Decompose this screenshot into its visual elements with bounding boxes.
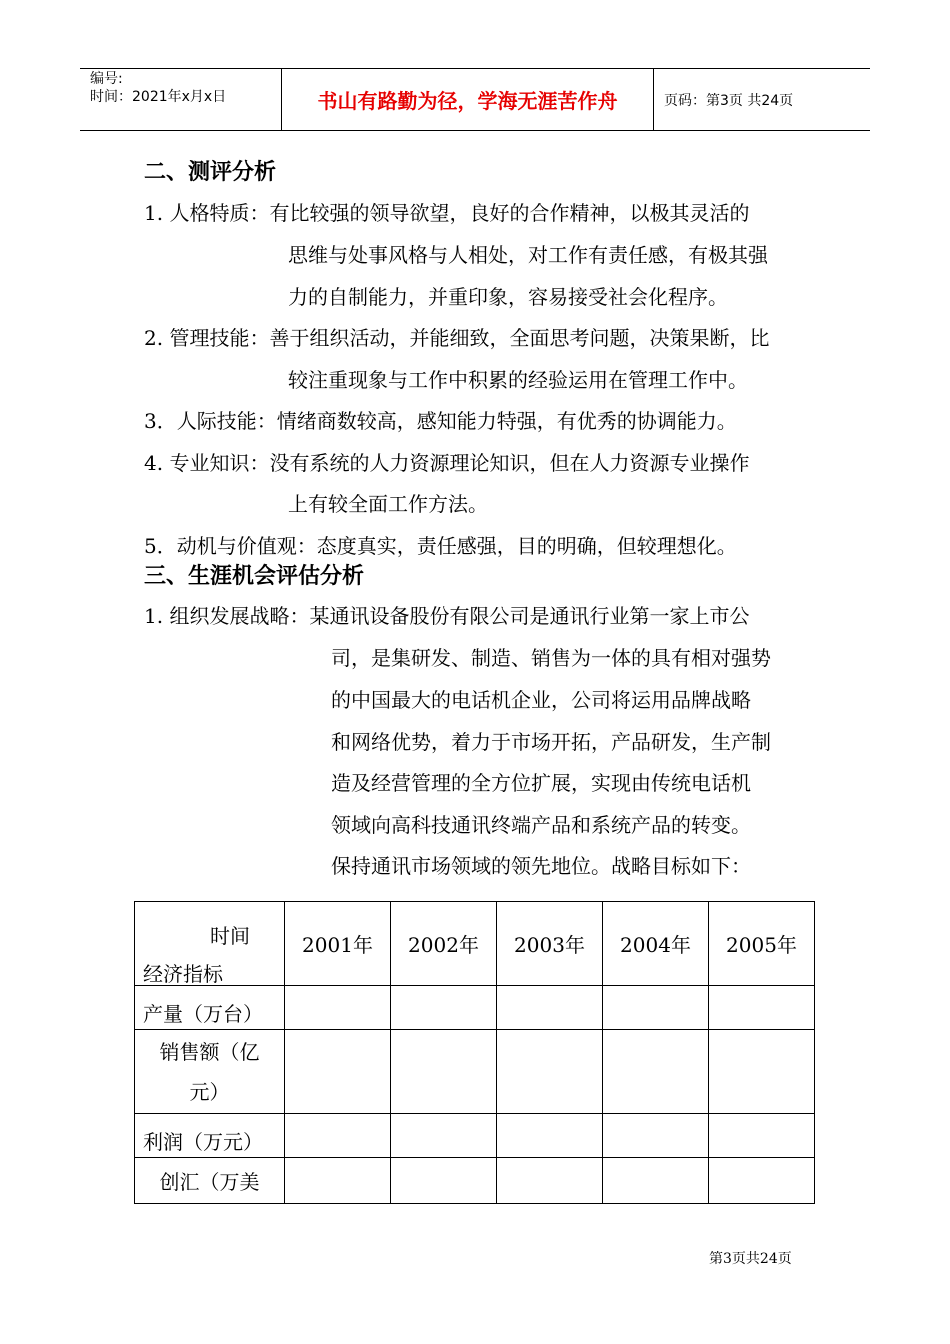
table-cell — [603, 1158, 709, 1204]
table-cell — [285, 1114, 391, 1158]
s3-item1-line1: 1. 组织发展战略：某通讯设备股份有限公司是通讯行业第一家上市公 — [144, 604, 750, 628]
doc-number-label: 编号: — [90, 71, 123, 87]
corner-indicator-label: 经济指标 — [143, 962, 223, 986]
s3-item1-line3: 的中国最大的电话机企业，公司将运用品牌战略 — [331, 688, 751, 712]
table-cell — [709, 986, 815, 1030]
table-row — [135, 1030, 815, 1114]
section-3-title: 三、生涯机会评估分析 — [144, 564, 365, 589]
table-cell — [709, 1114, 815, 1158]
table-cell — [285, 986, 391, 1030]
s2-item1-line1: 1. 人格特质：有比较强的领导欲望，良好的合作精神，以极其灵活的 — [144, 201, 750, 225]
table-row — [135, 1158, 815, 1204]
section-2-title: 二、测评分析 — [144, 160, 277, 185]
s2-item2-line2: 较注重现象与工作中积累的经验运用在管理工作中。 — [288, 368, 748, 392]
table-corner-cell — [135, 902, 285, 986]
row-label-forex: 创汇（万美 — [135, 1158, 285, 1204]
table-cell — [391, 1114, 497, 1158]
s2-item4-line1: 4. 专业知识：没有系统的人力资源理论知识，但在人力资源专业操作 — [144, 451, 750, 475]
s3-item1-line4: 和网络优势，着力于市场开拓，产品研发，生产制 — [331, 730, 771, 754]
table-row — [135, 986, 815, 1030]
table-cell — [709, 1158, 815, 1204]
year-header-2001: 2001年 — [285, 902, 391, 986]
year-header-2004: 2004年 — [603, 902, 709, 986]
table-cell — [285, 1158, 391, 1204]
s3-item1-line5: 造及经营管理的全方位扩展，实现由传统电话机 — [331, 771, 751, 795]
table-cell — [497, 1030, 603, 1114]
table-row — [135, 1114, 815, 1158]
table-cell — [391, 1030, 497, 1114]
row-label-output: 产量（万台） — [135, 986, 285, 1030]
s2-item2-line1: 2. 管理技能：善于组织活动，并能细致，全面思考问题，决策果断，比 — [144, 326, 770, 350]
s2-item5-line1: 5．动机与价值观：态度真实，责任感强，目的明确，但较理想化。 — [144, 534, 737, 558]
table-cell — [603, 1030, 709, 1114]
table-cell — [603, 986, 709, 1030]
row-label-sales-line2: 元） — [189, 1079, 230, 1104]
s3-item1-line7: 保持通讯市场领域的领先地位。战略目标如下： — [331, 854, 751, 878]
year-header-2005: 2005年 — [709, 902, 815, 986]
strategy-goals-table — [134, 901, 815, 1204]
row-label-sales-line1: 销售额（亿 — [159, 1039, 260, 1064]
table-cell — [391, 986, 497, 1030]
table-cell — [285, 1030, 391, 1114]
year-header-2002: 2002年 — [391, 902, 497, 986]
table-header-row — [135, 902, 815, 986]
header-motto: 书山有路勤为径，学海无涯苦作舟 — [282, 69, 654, 130]
doc-time-label: 时间：2021年x月x日 — [90, 89, 227, 105]
table-cell — [497, 1158, 603, 1204]
s2-item3-line1: 3．人际技能：情绪商数较高，感知能力特强，有优秀的协调能力。 — [144, 409, 737, 433]
page-header — [80, 68, 870, 131]
header-page-label: 页码：第3页 共24页 — [664, 92, 794, 109]
header-meta-cell — [80, 69, 282, 130]
s3-item1-line2: 司，是集研发、制造、销售为一体的具有相对强势 — [331, 646, 771, 670]
year-header-2003: 2003年 — [497, 902, 603, 986]
s3-item1-line6: 领域向高科技通讯终端产品和系统产品的转变。 — [331, 813, 751, 837]
row-label-profit: 利润（万元） — [135, 1114, 285, 1158]
corner-time-label: 时间 — [210, 924, 250, 948]
page-footer: 第3页共24页 — [709, 1251, 792, 1267]
table-cell — [709, 1030, 815, 1114]
s2-item1-line3: 力的自制能力，并重印象，容易接受社会化程序。 — [288, 285, 728, 309]
row-label-sales — [135, 1030, 285, 1114]
s2-item1-line2: 思维与处事风格与人相处，对工作有责任感，有极其强 — [288, 243, 768, 267]
table-cell — [391, 1158, 497, 1204]
table-cell — [497, 1114, 603, 1158]
s2-item4-line2: 上有较全面工作方法。 — [288, 492, 488, 516]
table-cell — [603, 1114, 709, 1158]
table-cell — [497, 986, 603, 1030]
